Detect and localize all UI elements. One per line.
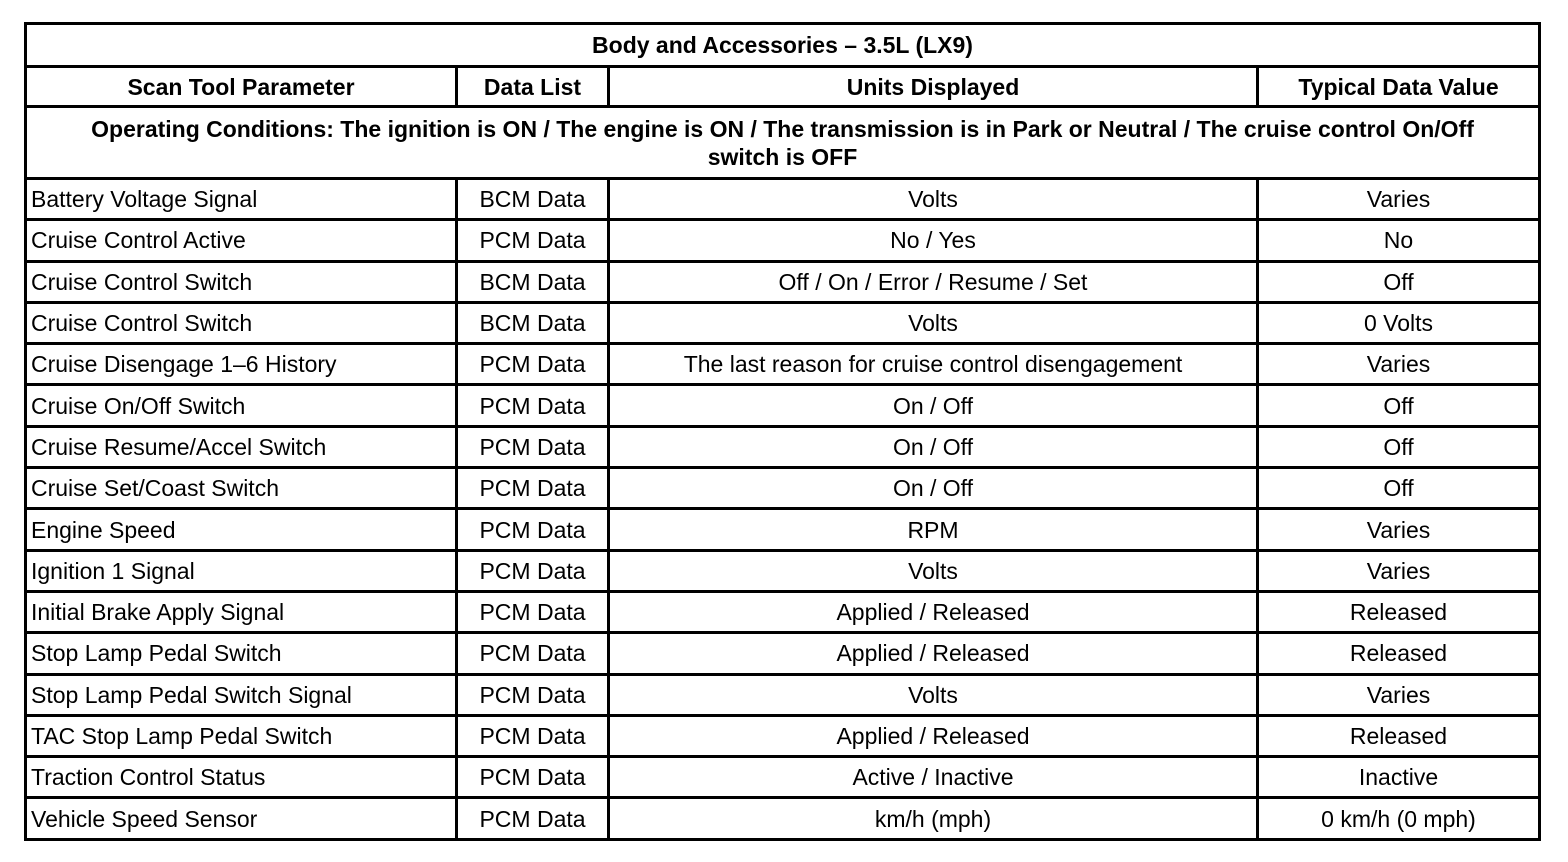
cell-units-displayed: RPM <box>609 509 1258 550</box>
cell-typical-value: Varies <box>1258 550 1540 591</box>
cell-parameter: Vehicle Speed Sensor <box>26 798 457 839</box>
table-row <box>26 715 1540 756</box>
header-typical-data-value: Typical Data Value <box>1258 67 1540 107</box>
table-row <box>26 757 1540 798</box>
cell-data-list: PCM Data <box>457 385 609 426</box>
cell-parameter: Cruise Control Active <box>26 220 457 261</box>
cell-data-list: PCM Data <box>457 591 609 632</box>
table-row <box>26 798 1540 839</box>
table-row <box>26 344 1540 385</box>
cell-parameter: Stop Lamp Pedal Switch Signal <box>26 674 457 715</box>
table-row <box>26 509 1540 550</box>
header-units-displayed: Units Displayed <box>609 67 1258 107</box>
cell-typical-value: 0 km/h (0 mph) <box>1258 798 1540 839</box>
table-row <box>26 550 1540 591</box>
cell-parameter: Initial Brake Apply Signal <box>26 591 457 632</box>
cell-parameter: Cruise Control Switch <box>26 302 457 343</box>
cell-typical-value: Off <box>1258 426 1540 467</box>
table-row <box>26 220 1540 261</box>
table-row <box>26 426 1540 467</box>
cell-units-displayed: Applied / Released <box>609 633 1258 674</box>
cell-typical-value: Varies <box>1258 179 1540 220</box>
cell-data-list: PCM Data <box>457 674 609 715</box>
cell-data-list: PCM Data <box>457 344 609 385</box>
cell-typical-value: Released <box>1258 633 1540 674</box>
cell-units-displayed: The last reason for cruise control disengagement <box>609 344 1258 385</box>
cell-parameter: Engine Speed <box>26 509 457 550</box>
cell-units-displayed: Off / On / Error / Resume / Set <box>609 261 1258 302</box>
cell-typical-value: Varies <box>1258 509 1540 550</box>
cell-data-list: PCM Data <box>457 757 609 798</box>
cell-parameter: Cruise On/Off Switch <box>26 385 457 426</box>
table-row <box>26 261 1540 302</box>
cell-data-list: PCM Data <box>457 798 609 839</box>
cell-data-list: BCM Data <box>457 302 609 343</box>
cell-data-list: PCM Data <box>457 633 609 674</box>
cell-data-list: PCM Data <box>457 715 609 756</box>
table-title: Body and Accessories – 3.5L (LX9) <box>26 24 1540 67</box>
cell-units-displayed: Applied / Released <box>609 715 1258 756</box>
cell-typical-value: No <box>1258 220 1540 261</box>
cell-data-list: BCM Data <box>457 261 609 302</box>
cell-data-list: PCM Data <box>457 220 609 261</box>
cell-units-displayed: Applied / Released <box>609 591 1258 632</box>
table-row <box>26 468 1540 509</box>
scan-tool-data-table <box>24 22 1541 841</box>
cell-units-displayed: On / Off <box>609 468 1258 509</box>
data-table-container <box>24 22 1538 841</box>
table-row <box>26 633 1540 674</box>
cell-parameter: Cruise Resume/Accel Switch <box>26 426 457 467</box>
cell-parameter: Battery Voltage Signal <box>26 179 457 220</box>
cell-typical-value: Inactive <box>1258 757 1540 798</box>
cell-parameter: Cruise Control Switch <box>26 261 457 302</box>
cell-typical-value: Off <box>1258 385 1540 426</box>
cell-units-displayed: On / Off <box>609 426 1258 467</box>
cell-units-displayed: On / Off <box>609 385 1258 426</box>
cell-typical-value: Varies <box>1258 674 1540 715</box>
cell-parameter: Cruise Set/Coast Switch <box>26 468 457 509</box>
cell-units-displayed: Volts <box>609 674 1258 715</box>
table-row <box>26 385 1540 426</box>
cell-parameter: TAC Stop Lamp Pedal Switch <box>26 715 457 756</box>
cell-data-list: BCM Data <box>457 179 609 220</box>
cell-parameter: Cruise Disengage 1–6 History <box>26 344 457 385</box>
table-row <box>26 674 1540 715</box>
cell-units-displayed: Volts <box>609 550 1258 591</box>
header-scan-tool-parameter: Scan Tool Parameter <box>26 67 457 107</box>
table-row <box>26 591 1540 632</box>
cell-units-displayed: Active / Inactive <box>609 757 1258 798</box>
cell-units-displayed: Volts <box>609 302 1258 343</box>
cell-data-list: PCM Data <box>457 468 609 509</box>
cell-typical-value: Off <box>1258 261 1540 302</box>
operating-conditions-row <box>26 107 1540 179</box>
cell-typical-value: Varies <box>1258 344 1540 385</box>
cell-units-displayed: km/h (mph) <box>609 798 1258 839</box>
cell-data-list: PCM Data <box>457 426 609 467</box>
cell-parameter: Traction Control Status <box>26 757 457 798</box>
header-data-list: Data List <box>457 67 609 107</box>
table-row <box>26 179 1540 220</box>
cell-typical-value: Released <box>1258 591 1540 632</box>
table-title-row <box>26 24 1540 67</box>
cell-data-list: PCM Data <box>457 509 609 550</box>
cell-parameter: Ignition 1 Signal <box>26 550 457 591</box>
table-row <box>26 302 1540 343</box>
operating-conditions: Operating Conditions: The ignition is ON / The engine is ON / The transmission is in Park or Neutral / The cruise control On/Off switch is OFF <box>26 107 1540 179</box>
cell-units-displayed: No / Yes <box>609 220 1258 261</box>
table-header-row <box>26 67 1540 107</box>
cell-typical-value: Released <box>1258 715 1540 756</box>
cell-parameter: Stop Lamp Pedal Switch <box>26 633 457 674</box>
cell-typical-value: Off <box>1258 468 1540 509</box>
cell-data-list: PCM Data <box>457 550 609 591</box>
cell-typical-value: 0 Volts <box>1258 302 1540 343</box>
cell-units-displayed: Volts <box>609 179 1258 220</box>
